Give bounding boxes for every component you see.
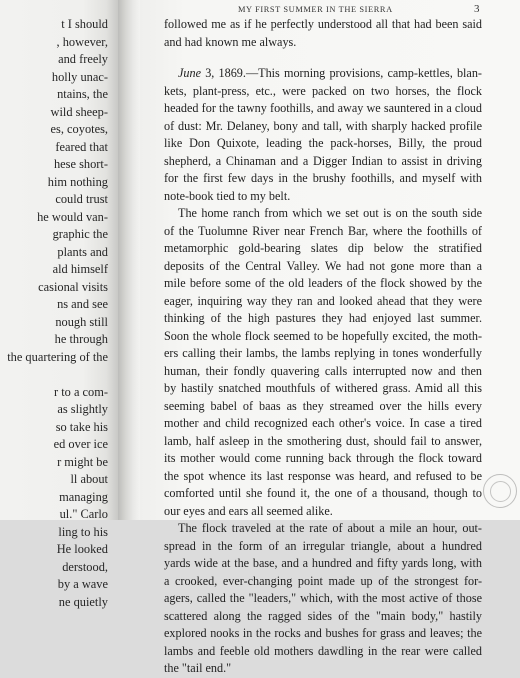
text-line: for the first few days in the brushy foothills, and myself with: [164, 171, 482, 185]
text-line: lambs and feeble old mothers dawdling in the rear were called: [164, 643, 482, 658]
running-head: MY FIRST SUMMER IN THE SIERRA: [238, 5, 393, 14]
text-line: followed me as if he perfectly understood all that had been said: [164, 17, 482, 31]
left-page-line: ed over ice: [53, 437, 108, 451]
left-page-line: ne quietly: [58, 594, 108, 609]
left-page-line: plants and: [57, 244, 108, 259]
left-page-line: ling to his: [58, 524, 108, 539]
left-page-line: so take his: [55, 419, 108, 434]
left-page-line: He looked: [56, 542, 108, 556]
entry-date: June: [178, 66, 202, 80]
left-page-line: feared that: [55, 139, 108, 154]
text-line: shepherd, a Chinaman and a Digger Indian to assist in driving: [164, 153, 482, 168]
left-page-line: by a wave: [57, 577, 108, 591]
text-line: headed for the tawny foothills, and away we sauntered in a cloud: [164, 101, 482, 115]
left-page-line: ald himself: [52, 262, 108, 276]
text-line: of dust: Mr. Delaney, bony and tall, with sharply hacked profile: [164, 118, 482, 133]
left-page-line: wild sheep-: [50, 104, 108, 119]
left-page-line: could trust: [55, 192, 108, 206]
text-line: spread in the form of an irregular triangle, about a hundred: [164, 538, 482, 553]
left-page-line: he would van-: [37, 209, 108, 224]
page-number: 3: [474, 3, 480, 15]
left-page-line: holly unac-: [51, 69, 108, 84]
text-line: of the Tuolumne River near French Bar, where the foothills of: [164, 223, 482, 238]
text-line: ers calling their lambs, the lambs replying in tones wonderfully: [164, 346, 482, 360]
text-line: metamorphic gold-bearing slates dip below the stratified: [164, 241, 482, 255]
left-page-line: es, coyotes,: [50, 122, 108, 136]
left-page-line: ns and see: [57, 297, 108, 311]
text-line: [164, 65, 482, 83]
text-line: Soon the whole flock seemed to be hopefully excited, the moth-: [164, 328, 482, 343]
left-page-line: nough still: [55, 314, 108, 329]
text-line: human, their fondly quavering calls interrupted now and then: [164, 363, 482, 378]
left-page-line: him nothing: [47, 174, 108, 189]
text-line: scattered along the ragged sides of the "main body," hastily: [164, 608, 482, 623]
left-page: [0, 0, 118, 609]
left-page-line: managing: [59, 489, 108, 504]
text-line: The home ranch from which we set out is on the south side: [178, 206, 482, 220]
right-page-text: [164, 16, 482, 678]
text-line: kets, plant-press, etc., were packed on two horses, the flock: [164, 83, 482, 98]
left-page-line: ntains, the: [57, 87, 108, 101]
text-line: The flock traveled at the rate of about a mile an hour, out-: [178, 521, 482, 535]
left-page-line: r might be: [57, 454, 108, 469]
left-page-line: he through: [54, 332, 108, 346]
text-line: by hastily snatched mouthfuls of withered grass. Amid all this: [164, 381, 482, 395]
stamp-watermark: [483, 474, 517, 508]
text-line: the "tail end.": [164, 661, 232, 675]
text-line: mother and child recognized each other's voice. In case a tired: [164, 416, 482, 430]
right-page: [140, 0, 520, 675]
text-line: lamb, half asleep in the smothering dust, should fail to answer,: [164, 433, 482, 448]
text-line: yards wide at the base, and a hundred and fifty yards long, with: [164, 556, 482, 570]
text-line: and had known me always.: [164, 34, 297, 49]
left-page-text: [0, 16, 108, 611]
text-line: our eyes and ears all seemed alike.: [164, 503, 333, 518]
text-line: mile before some of the old leaders of the flock showed by the: [164, 276, 482, 290]
text-line: like Don Quixote, leading the pack-horses, Billy, the proud: [164, 136, 482, 150]
text-line: thinking of the high pastures they had enjoyed last summer.: [164, 311, 482, 325]
book-gutter: [118, 0, 140, 520]
paragraph-gap: [164, 51, 482, 65]
opening-paragraph: [164, 16, 482, 51]
left-page-line: ul." Carlo: [59, 507, 108, 521]
text-line-rest: 3, 1869.—This morning provisions, camp-kettles, blan-: [201, 66, 482, 80]
text-line: note-book tied to my belt.: [164, 188, 291, 203]
text-line: explored nooks in the rocks and bushes for grass and leaves; the: [164, 626, 482, 640]
left-page-line: casional visits: [38, 279, 108, 294]
text-line: the spot whence its last response was heard, and refused to be: [164, 468, 482, 483]
left-page-line: ll about: [70, 472, 108, 486]
paragraph-june-3: [164, 65, 482, 205]
text-line: eager, inquiring way they ran and looked ahead that they were: [164, 293, 482, 308]
paragraph-home-ranch: [164, 205, 482, 520]
left-page-line: graphic the: [52, 227, 108, 241]
left-page-line: the quartering of the: [7, 349, 108, 364]
text-line: seeming babel of baas as they streamed over the hills every: [164, 398, 482, 413]
left-page-line: derstood,: [62, 559, 108, 574]
paragraph-flock-travel: [164, 520, 482, 678]
text-line: a crooked, ever-changing point made up of the strongest for-: [164, 573, 482, 588]
left-page-line: hese short-: [53, 157, 108, 171]
left-page-line: , however,: [56, 34, 108, 49]
left-page-gap: [0, 366, 108, 384]
text-line: agers, called the "leaders," which, with the most active of those: [164, 591, 482, 605]
left-page-line: as slightly: [57, 402, 108, 416]
left-page-line: and freely: [58, 52, 108, 66]
text-line: its mother would come running back through the flock toward: [164, 451, 482, 465]
text-line: comforted until she found it, the one of a thousand, though to: [164, 486, 482, 500]
text-line: deposits of the Central Valley. We had not gone more than a: [164, 258, 482, 273]
left-page-line: r to a com-: [53, 384, 108, 399]
left-page-line: t I should: [61, 17, 108, 31]
